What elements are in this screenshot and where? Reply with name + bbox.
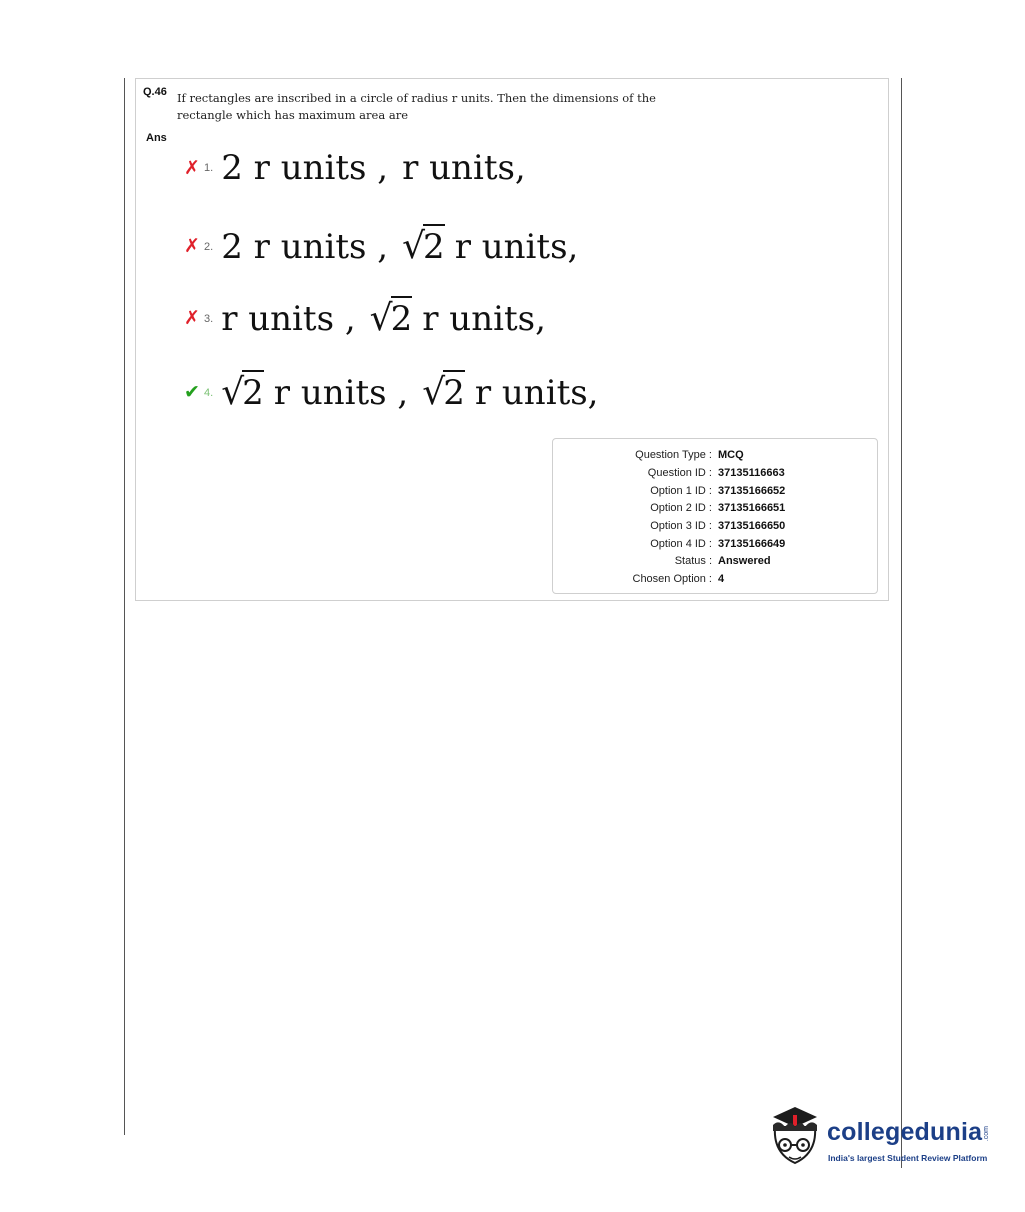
info-option1-id: Option 1 ID : 37135166652	[650, 485, 786, 497]
info-question-id: Question ID : 37135116663	[647, 467, 785, 479]
check-icon: ✔	[184, 382, 200, 403]
sqrt-symbol: √2	[402, 226, 445, 267]
info-status: Status : Answered	[674, 555, 771, 567]
option-text-part-b: r units,	[474, 372, 599, 413]
cross-icon: ✗	[184, 308, 200, 329]
question-number: Q.46	[143, 86, 167, 98]
sqrt-radicand: 2	[242, 370, 264, 413]
option-number: 4.	[204, 386, 214, 399]
option-4	[183, 372, 599, 413]
cross-icon: ✗	[184, 236, 200, 257]
option-number: 1.	[204, 162, 214, 174]
sqrt-radicand: 2	[391, 296, 413, 339]
option-2	[183, 226, 578, 267]
logo-brand-name: collegedunia	[827, 1118, 983, 1146]
info-question-type: Question Type : MCQ	[635, 449, 744, 461]
cross-icon: ✗	[184, 157, 200, 179]
option-number: 2.	[204, 240, 214, 253]
option-text-part-b: r units,	[422, 298, 546, 339]
page-border-left	[124, 78, 125, 1135]
option-text-part-b: r units,	[454, 226, 579, 267]
sqrt-symbol: √2	[221, 372, 264, 413]
logo-suffix: .com	[983, 1126, 990, 1142]
option-text-part-a: r units ,	[273, 372, 409, 413]
sqrt-radicand: 2	[423, 224, 445, 267]
info-chosen-option: Chosen Option : 4	[632, 573, 725, 585]
option-text-part-b: r units,	[402, 148, 526, 188]
info-option2-id: Option 2 ID : 37135166651	[650, 502, 786, 514]
option-text-part-a: 2 r units ,	[221, 148, 389, 188]
option-text-part-a: 2 r units ,	[221, 226, 389, 267]
sqrt-symbol: √2	[422, 372, 465, 413]
logo-tagline: India's largest Student Review Platform	[828, 1153, 988, 1163]
option-3	[183, 298, 546, 339]
info-option3-id: Option 3 ID : 37135166650	[650, 520, 786, 532]
answer-label: Ans	[146, 132, 167, 144]
option-number: 3.	[204, 312, 214, 325]
info-option4-id: Option 4 ID : 37135166649	[650, 538, 786, 550]
page-border-right	[901, 78, 902, 1168]
option-1	[183, 148, 526, 188]
question-text: If rectangles are inscribed in a circle of radius r units. Then the dimensions of the rectangle which has maximum area are	[177, 91, 656, 122]
sqrt-radicand: 2	[443, 370, 465, 413]
option-text-part-a: r units ,	[221, 298, 356, 339]
sqrt-symbol: √2	[369, 298, 413, 339]
